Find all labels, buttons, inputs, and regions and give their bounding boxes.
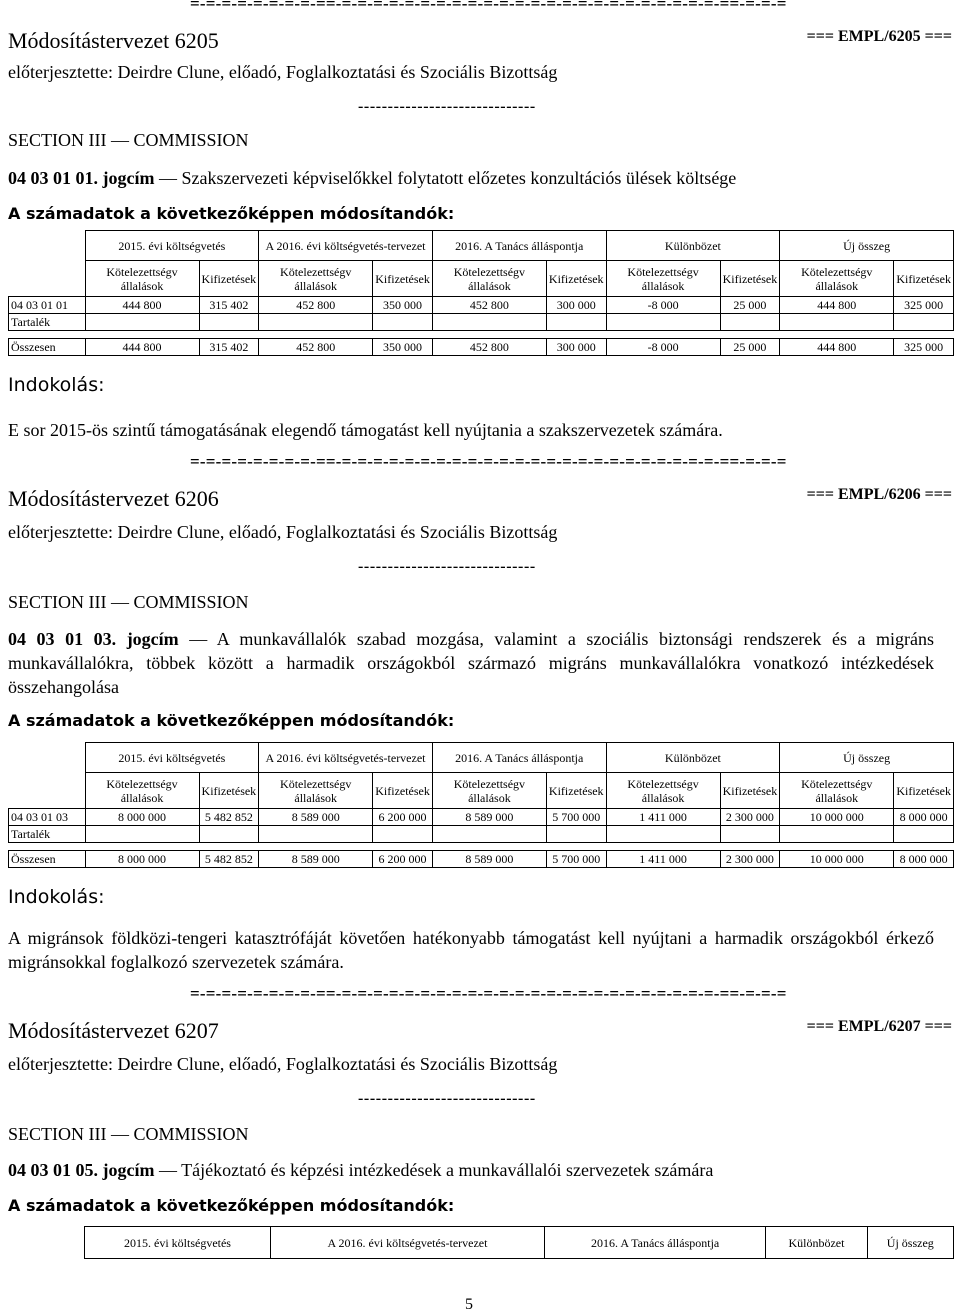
cell-value: 325 000	[894, 297, 954, 314]
col-group-2016-draft: A 2016. évi költségvetés-tervezet	[259, 231, 433, 261]
sub-header-commitments: Kötelezettségv állalások	[606, 261, 720, 297]
cell-value: -8 000	[606, 339, 720, 356]
row-label-total: Összesen	[9, 339, 86, 356]
separator-line: =-=-=-=-=-=-=-=-==-=-=-=-=-=-=-=-=-=-=-=-=-=-=-=-=-=-=-=-=-=-=-=-=-==-=-=-=	[190, 984, 787, 1003]
row-label: 04 03 01 03	[9, 809, 86, 826]
row-label-reserve: Tartalék	[9, 314, 86, 331]
row-label: 04 03 01 01	[9, 297, 86, 314]
amendment-code: === EMPL/6205 ===	[806, 28, 952, 45]
cell-value: 2 300 000	[720, 809, 780, 826]
line-code: 04 03 01 01.	[8, 168, 98, 188]
col-group-difference: Különbözet	[766, 1227, 867, 1259]
line-text: — Tájékoztató és képzési intézkedések a munkavállalói szervezetek számára	[158, 1160, 714, 1180]
col-group-difference: Különbözet	[606, 743, 780, 773]
cell-value: 5 700 000	[546, 809, 606, 826]
line-word: jogcím	[126, 629, 179, 649]
table-corner	[9, 773, 86, 809]
cell-value: 350 000	[373, 297, 433, 314]
justification-heading: Indokolás:	[8, 374, 105, 396]
cell-value: 8 000 000	[85, 851, 199, 868]
cell-value: 444 800	[85, 339, 199, 356]
budget-line-heading	[8, 168, 736, 189]
sub-header-payments: Kifizetések	[546, 773, 606, 809]
cell-value: 10 000 000	[780, 809, 894, 826]
line-word: jogcím	[102, 168, 155, 188]
dash-line: ------------------------------	[358, 1090, 536, 1107]
cell-value: 8 000 000	[894, 809, 954, 826]
sub-header-payments: Kifizetések	[199, 773, 259, 809]
row-label-reserve: Tartalék	[9, 826, 86, 843]
amendment-title: Módosítástervezet 6207	[8, 1018, 219, 1043]
cell-value: 2 300 000	[720, 851, 780, 868]
section-heading: SECTION III — COMMISSION	[8, 130, 249, 150]
sub-header-payments: Kifizetések	[894, 773, 954, 809]
cell-value: 8 589 000	[259, 851, 373, 868]
sub-header-commitments: Kötelezettségv állalások	[606, 773, 720, 809]
table-row-total	[9, 851, 954, 868]
table-corner	[9, 261, 86, 297]
cell-value: -8 000	[606, 297, 720, 314]
cell-value: 5 482 852	[199, 809, 259, 826]
dash-line: ------------------------------	[358, 558, 536, 575]
col-group-new-amount: Új összeg	[780, 743, 954, 773]
sub-header-payments: Kifizetések	[546, 261, 606, 297]
cell-value: 5 700 000	[546, 851, 606, 868]
col-group-2015: 2015. évi költségvetés	[85, 1227, 271, 1259]
cell-value: 444 800	[85, 297, 199, 314]
justification-text: A migránsok földközi-tengeri katasztrófáját követően hatékonyabb támogatást kell nyújtani a harmadik országokból érkező migránsokkal foglalkozó szervezetek számára.	[8, 928, 934, 972]
line-text: — A munkavállalók szabad mozgása, valamint a szociális biztonsági rendszerek és a migráns munkavállalókra, többek között a harmadik országokból származó migráns munkavállalókra vonatkozó intézkedések összehangolása	[8, 629, 935, 697]
budget-line-heading	[8, 627, 934, 699]
cell-value: 25 000	[720, 297, 780, 314]
sub-header-commitments: Kötelezettségv állalások	[780, 261, 894, 297]
cell-value: 5 482 852	[199, 851, 259, 868]
table-corner	[8, 1227, 85, 1259]
cell-value: 25 000	[720, 339, 780, 356]
amendment-code: === EMPL/6206 ===	[806, 486, 952, 503]
sub-header-payments: Kifizetések	[373, 261, 433, 297]
amendment-author: előterjesztette: Deirdre Clune, előadó, Foglalkoztatási és Szociális Bizottság	[8, 62, 558, 82]
budget-table	[8, 1226, 954, 1259]
sub-header-commitments: Kötelezettségv állalások	[259, 773, 373, 809]
dash-line: ------------------------------	[358, 98, 536, 115]
line-code: 04 03 01 03.	[8, 629, 117, 649]
table-row	[9, 297, 954, 314]
cell-value: 1 411 000	[606, 809, 720, 826]
budget-table	[8, 742, 954, 868]
section-heading: SECTION III — COMMISSION	[8, 1124, 249, 1144]
sub-header-payments: Kifizetések	[720, 261, 780, 297]
modify-heading: A számadatok a következőképpen módosítandók:	[8, 711, 455, 730]
sub-header-commitments: Kötelezettségv állalások	[432, 261, 546, 297]
line-code: 04 03 01 05.	[8, 1160, 98, 1180]
cell-value: 10 000 000	[780, 851, 894, 868]
cell-value: 315 402	[199, 297, 259, 314]
cell-value: 6 200 000	[373, 851, 433, 868]
cell-value: 8 589 000	[259, 809, 373, 826]
cell-value: 444 800	[780, 339, 894, 356]
justification-heading: Indokolás:	[8, 886, 105, 908]
budget-table	[8, 230, 954, 356]
amendment-code: === EMPL/6207 ===	[806, 1018, 952, 1035]
cell-value: 325 000	[894, 339, 954, 356]
line-word: jogcím	[102, 1160, 155, 1180]
line-text: — Szakszervezeti képviselőkkel folytatott előzetes konzultációs ülések költsége	[158, 168, 737, 188]
separator-line: =-=-=-=-=-=-=-=-==-=-=-=-=-=-=-=-=-=-=-=-=-=-=-=-=-=-=-=-=-=-=-=-=-==-=-=-=	[190, 0, 787, 13]
col-group-new-amount: Új összeg	[867, 1227, 953, 1259]
sub-header-commitments: Kötelezettségv állalások	[85, 261, 199, 297]
section-heading: SECTION III — COMMISSION	[8, 592, 249, 612]
cell-value: 8 000 000	[85, 809, 199, 826]
col-group-new-amount: Új összeg	[780, 231, 954, 261]
amendment-title: Módosítástervezet 6206	[8, 486, 219, 511]
col-group-council: 2016. A Tanács álláspontja	[432, 743, 606, 773]
cell-value: 8 589 000	[432, 851, 546, 868]
sub-header-payments: Kifizetések	[720, 773, 780, 809]
col-group-2015: 2015. évi költségvetés	[85, 231, 259, 261]
cell-value: 452 800	[432, 339, 546, 356]
sub-header-commitments: Kötelezettségv állalások	[432, 773, 546, 809]
page-number: 5	[465, 1296, 473, 1313]
sub-header-commitments: Kötelezettségv állalások	[780, 773, 894, 809]
cell-value: 300 000	[546, 297, 606, 314]
budget-line-heading	[8, 1160, 713, 1181]
sub-header-commitments: Kötelezettségv állalások	[85, 773, 199, 809]
modify-heading: A számadatok a következőképpen módosítandók:	[8, 204, 455, 223]
col-group-2016-draft: A 2016. évi költségvetés-tervezet	[259, 743, 433, 773]
col-group-2015: 2015. évi költségvetés	[85, 743, 259, 773]
cell-value: 452 800	[259, 297, 373, 314]
cell-value: 1 411 000	[606, 851, 720, 868]
cell-value: 300 000	[546, 339, 606, 356]
col-group-council: 2016. A Tanács álláspontja	[544, 1227, 765, 1259]
row-label-total: Összesen	[9, 851, 86, 868]
cell-value: 8 000 000	[894, 851, 954, 868]
amendment-author: előterjesztette: Deirdre Clune, előadó, Foglalkoztatási és Szociális Bizottság	[8, 522, 558, 542]
cell-value: 350 000	[373, 339, 433, 356]
table-row-total	[9, 339, 954, 356]
modify-heading: A számadatok a következőképpen módosítandók:	[8, 1196, 455, 1215]
cell-value: 452 800	[259, 339, 373, 356]
table-row	[9, 826, 954, 843]
cell-value: 452 800	[432, 297, 546, 314]
cell-value: 315 402	[199, 339, 259, 356]
table-row	[9, 809, 954, 826]
table-corner	[9, 231, 86, 261]
justification-text: E sor 2015-ös szintű támogatásának elegendő támogatást kell nyújtania a szakszervezetek számára.	[8, 420, 723, 440]
cell-value: 444 800	[780, 297, 894, 314]
table-corner	[9, 743, 86, 773]
amendment-title: Módosítástervezet 6205	[8, 28, 219, 53]
sub-header-payments: Kifizetések	[199, 261, 259, 297]
sub-header-commitments: Kötelezettségv állalások	[259, 261, 373, 297]
separator-line: =-=-=-=-=-=-=-=-==-=-=-=-=-=-=-=-=-=-=-=-=-=-=-=-=-=-=-=-=-=-=-=-=-==-=-=-=	[190, 452, 787, 471]
col-group-2016-draft: A 2016. évi költségvetés-tervezet	[271, 1227, 545, 1259]
cell-value: 6 200 000	[373, 809, 433, 826]
table-row	[9, 314, 954, 331]
col-group-difference: Különbözet	[606, 231, 780, 261]
sub-header-payments: Kifizetések	[894, 261, 954, 297]
cell-value: 8 589 000	[432, 809, 546, 826]
col-group-council: 2016. A Tanács álláspontja	[432, 231, 606, 261]
sub-header-payments: Kifizetések	[373, 773, 433, 809]
amendment-author: előterjesztette: Deirdre Clune, előadó, Foglalkoztatási és Szociális Bizottság	[8, 1054, 558, 1074]
